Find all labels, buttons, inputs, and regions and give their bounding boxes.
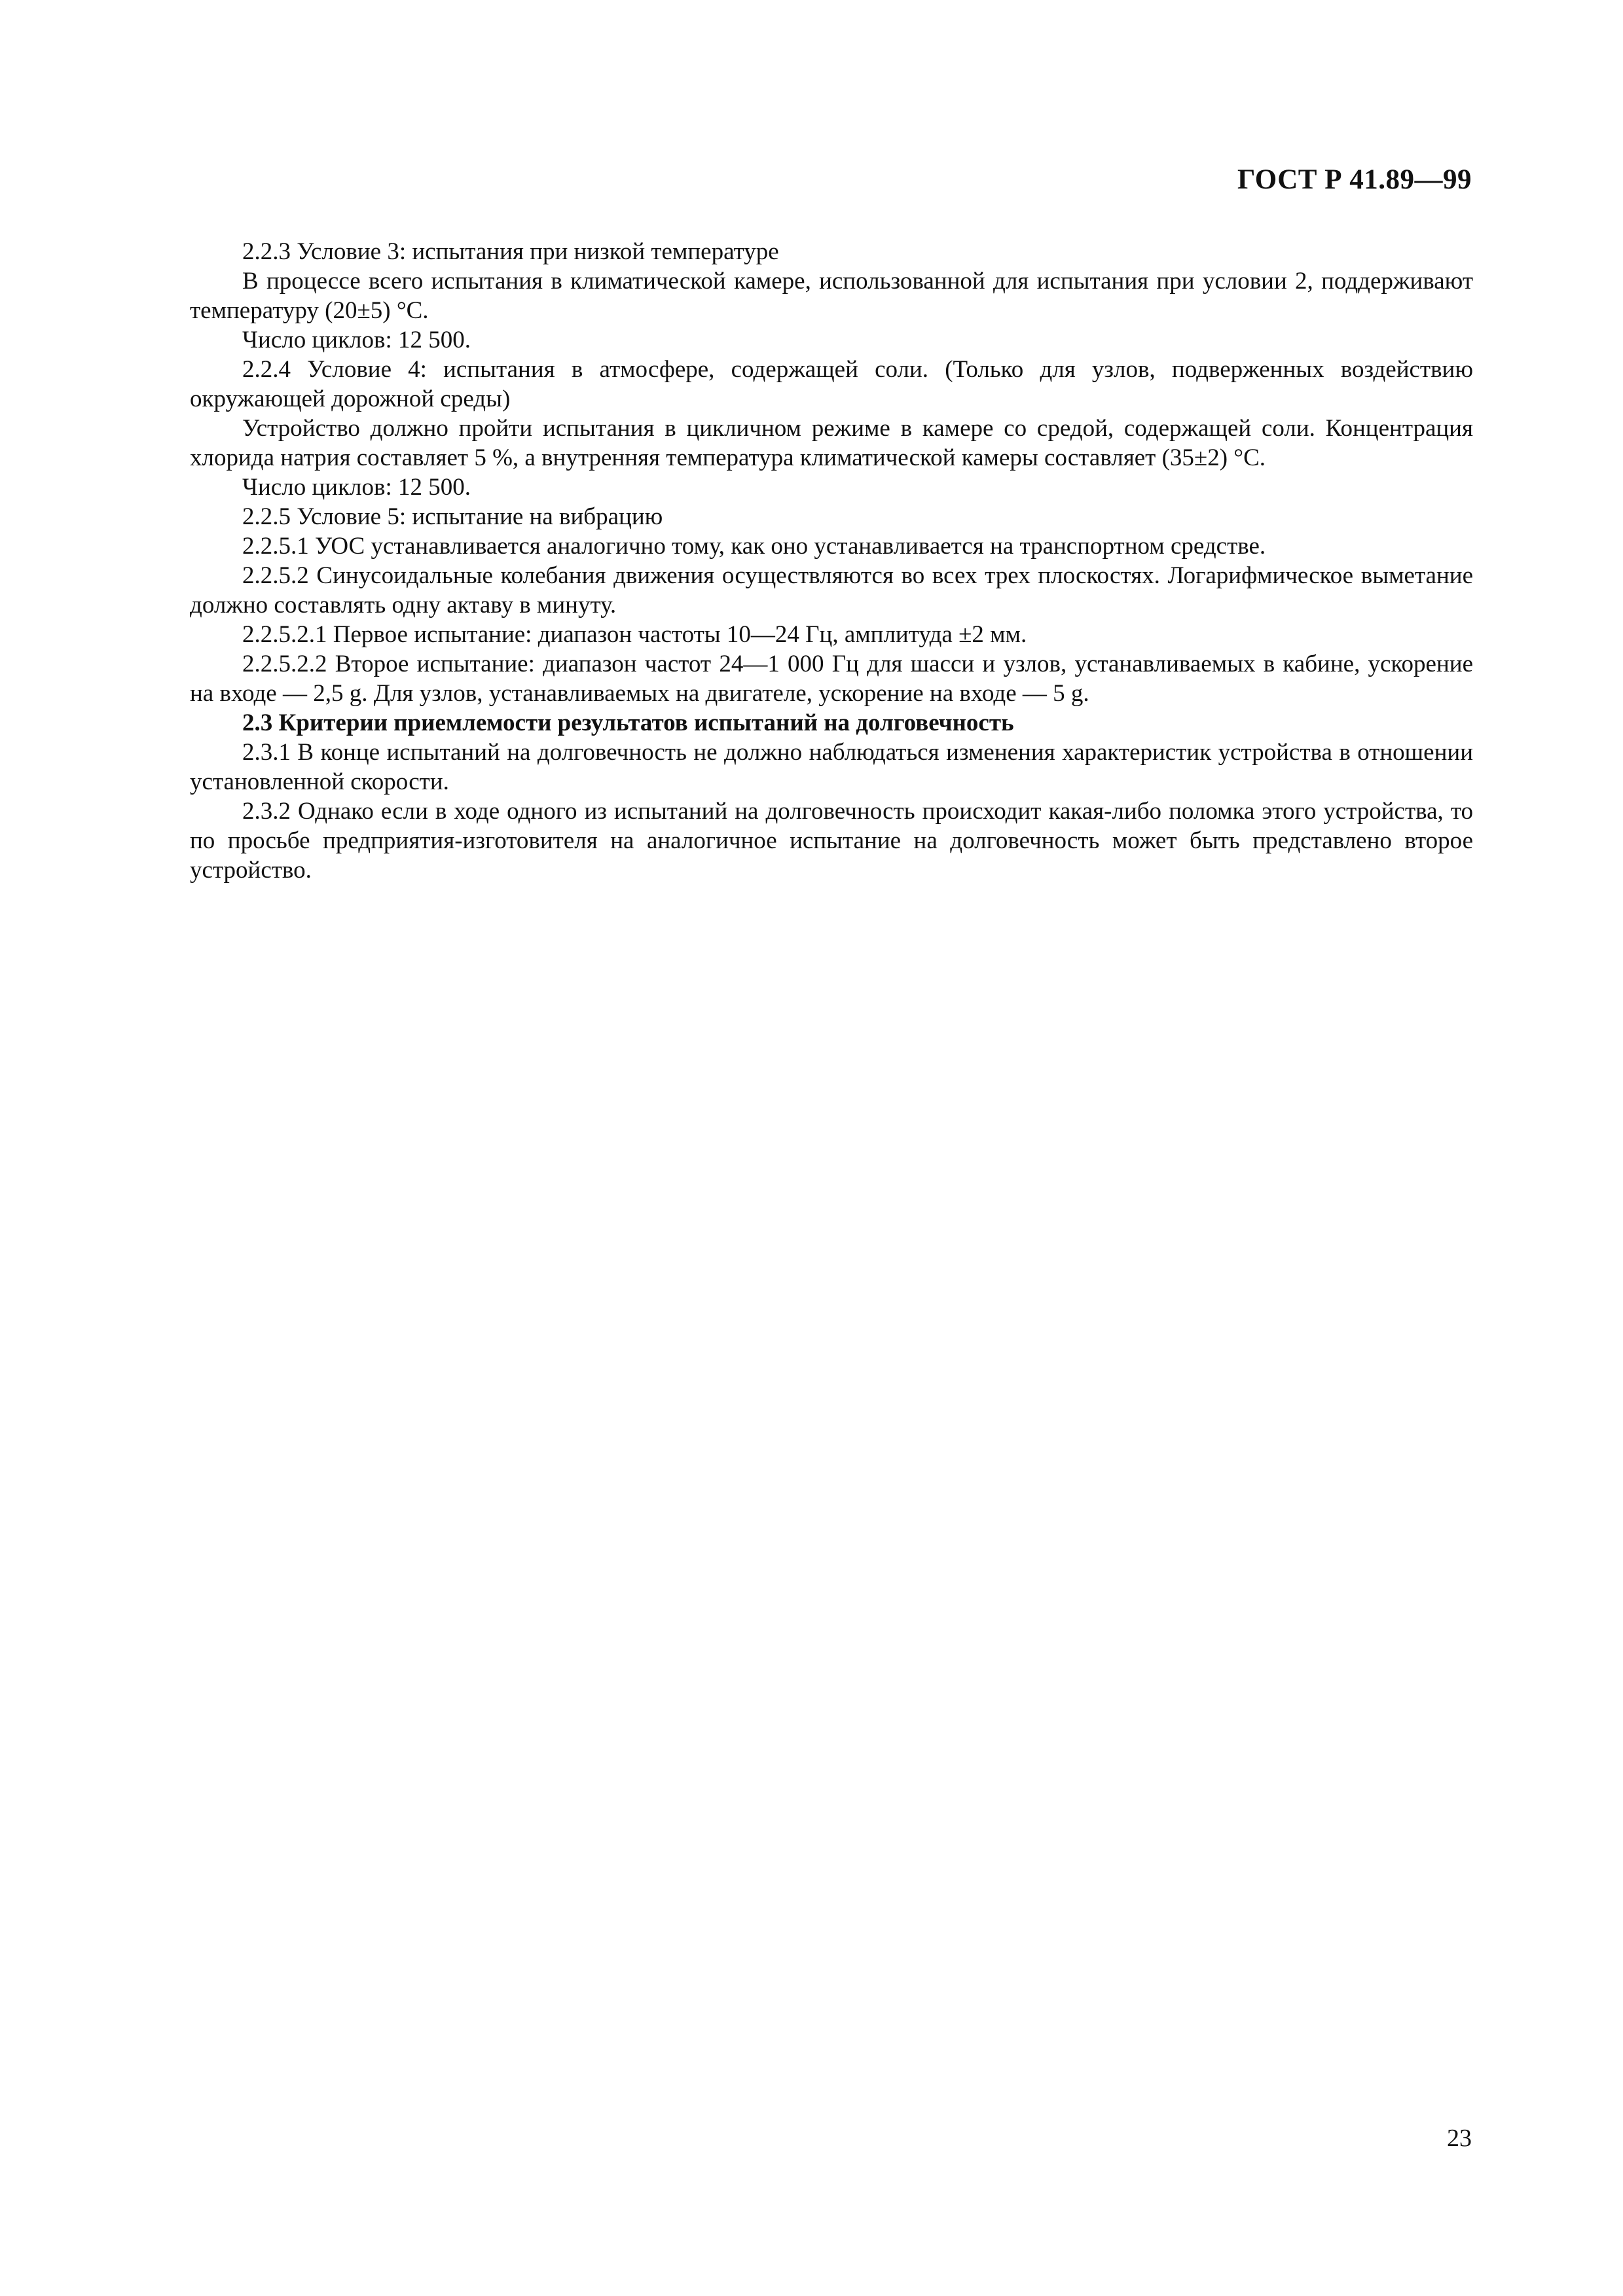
paragraph-2-2-5-1: 2.2.5.1 УОС устанавливается аналогично тому, как оно устанавливается на транспортном средстве. (242, 533, 1266, 560)
paragraph-cycles-2: Число циклов: 12 500. (242, 474, 471, 501)
paragraph-2-3-2: 2.3.2 Однако если в ходе одного из испытаний на долговечность происходит какая-либо поломка этого устройства, то по просьбе предприятия-изготовителя на аналогичное испытание на долговечность может быть представлено второе устройство. (190, 798, 1473, 884)
paragraph-cycles-1: Число циклов: 12 500. (242, 327, 471, 353)
document-body (190, 237, 1473, 885)
document-code: ГОСТ Р 41.89—99 (1237, 164, 1472, 195)
paragraph-2-2-5-2-1: 2.2.5.2.1 Первое испытание: диапазон частоты 10—24 Гц, амплитуда ±2 мм. (242, 621, 1027, 648)
paragraph-2-2-5-2-2: 2.2.5.2.2 Второе испытание: диапазон частот 24—1 000 Гц для шасси и узлов, устанавливаемых в кабине, ускорение на входе — 2,5 g. Для узлов, устанавливаемых на двигателе, ускорение на входе — 5 g. (190, 651, 1473, 707)
paragraph-2-2-3: 2.2.3 Условие 3: испытания при низкой температуре (242, 238, 779, 265)
paragraph-2-2-4: 2.2.4 Условие 4: испытания в атмосфере, содержащей соли. (Только для узлов, подверженных воздействию окружающей дорожной среды) (190, 356, 1473, 412)
paragraph-2-3-1: 2.3.1 В конце испытаний на долговечность не должно наблюдаться изменения характеристик устройства в отношении установленной скорости. (190, 739, 1473, 795)
paragraph-2-2-5: 2.2.5 Условие 5: испытание на вибрацию (242, 503, 663, 530)
page-number: 23 (1447, 2125, 1472, 2152)
paragraph-2-2-5-2: 2.2.5.2 Синусоидальные колебания движения осуществляются во всех трех плоскостях. Логарифмическое выметание должно составлять одну актаву в минуту. (190, 562, 1473, 619)
paragraph-2-2-4-text: Устройство должно пройти испытания в цикличном режиме в камере со средой, содержащей соли. Концентрация хлорида натрия составляет 5 %, а внутренняя температура климатической камеры составляет (35±2) °С. (190, 415, 1473, 471)
paragraph-2-2-3-text: В процессе всего испытания в климатической камере, использованной для испытания при условии 2, поддерживают температуру (20±5) °С. (190, 268, 1473, 324)
section-heading-2-3: 2.3 Критерии приемлемости результатов испытаний на долговечность (242, 709, 1014, 736)
